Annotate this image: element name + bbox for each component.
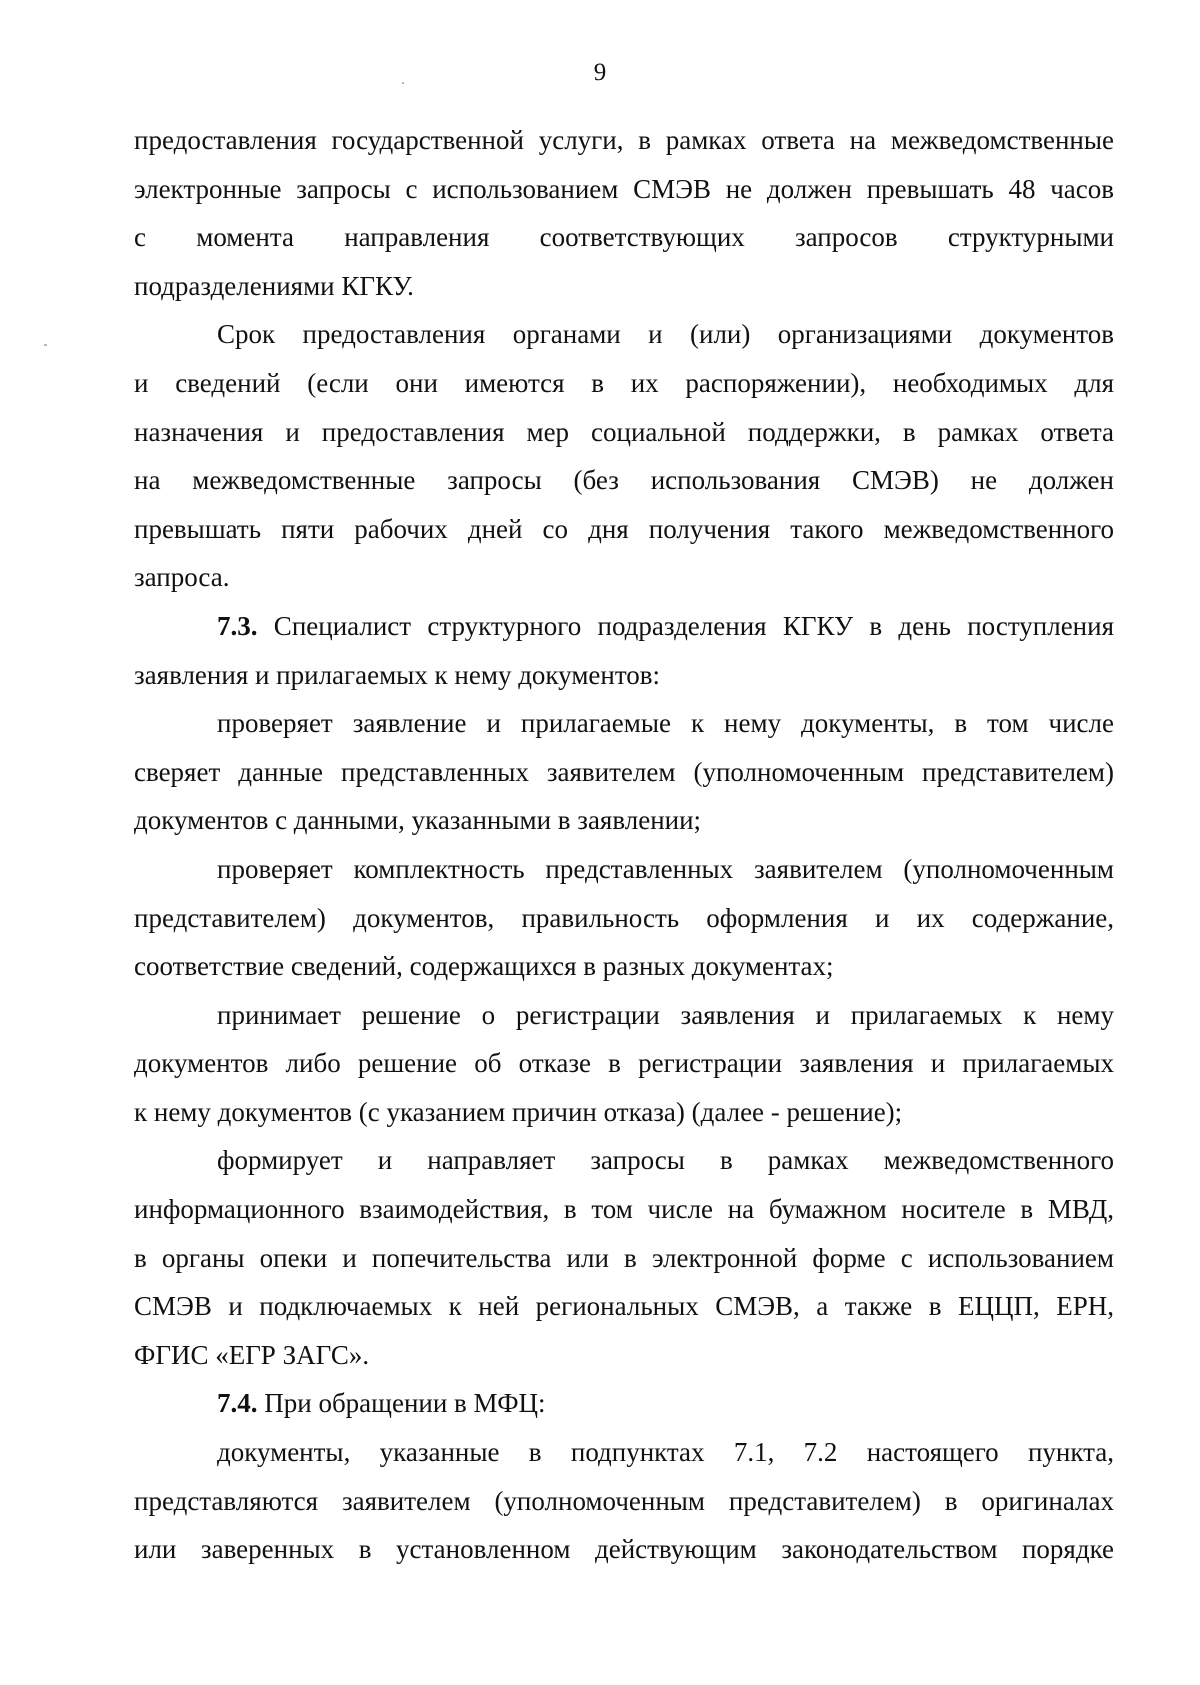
text-span: При обращении в МФЦ:: [257, 1388, 546, 1419]
text-line: представителем) документов, правильность оформления и их содержание,: [134, 902, 1114, 933]
text-line: электронные запросы с использованием СМЭВ не должен превышать 48 часов: [134, 173, 1114, 204]
text-line: проверяет комплектность представленных заявителем (уполномоченным: [217, 853, 1114, 884]
clause-number: 7.4.: [217, 1388, 258, 1419]
text-line: запроса.: [134, 562, 230, 593]
text-line: превышать пяти рабочих дней со дня получения такого межведомственного: [134, 513, 1114, 544]
text-line: в органы опеки и попечительства или в электронной форме с использованием: [134, 1242, 1114, 1273]
text-line: сверяет данные представленных заявителем (уполномоченным представителем): [134, 756, 1114, 787]
text-line: документы, указанные в подпунктах 7.1, 7.2 настоящего пункта,: [217, 1437, 1114, 1468]
page-number: 9: [593, 59, 607, 86]
text-line: проверяет заявление и прилагаемые к нему документы, в том числе: [217, 708, 1114, 739]
text-line: принимает решение о регистрации заявления и прилагаемых к нему: [217, 999, 1114, 1030]
text-line: соответствие сведений, содержащихся в разных документах;: [134, 951, 834, 982]
text-line: с момента направления соответствующих запросов структурными: [134, 222, 1114, 253]
text-line: информационного взаимодействия, в том числе на бумажном носителе в МВД,: [134, 1194, 1114, 1225]
clause-number: 7.3.: [217, 610, 258, 641]
text-line: представляются заявителем (уполномоченным представителем) в оригиналах: [134, 1485, 1114, 1516]
text-line: формирует и направляет запросы в рамках межведомственного: [217, 1145, 1114, 1176]
text-line: документов либо решение об отказе в регистрации заявления и прилагаемых: [134, 1048, 1114, 1079]
scan-artifact-dot: [44, 344, 47, 346]
text-line: на межведомственные запросы (без использования СМЭВ) не должен: [134, 465, 1114, 496]
clause-7-4-heading-line: [134, 1379, 1114, 1428]
text-line: и сведений (если они имеются в их распоряжении), необходимых для: [134, 367, 1114, 398]
text-line: назначения и предоставления мер социальной поддержки, в рамках ответа: [134, 416, 1114, 447]
document-body: [134, 116, 1114, 1574]
text-line: заявления и прилагаемых к нему документов:: [134, 659, 661, 690]
text-line: или заверенных в установленном действующим законодательством порядке: [134, 1534, 1114, 1565]
text-line: к нему документов (с указанием причин отказа) (далее - решение);: [134, 1096, 903, 1127]
text-line: Срок предоставления органами и (или) организациями документов: [217, 319, 1114, 350]
text-line: документов с данными, указанными в заявлении;: [134, 805, 702, 836]
text-line: СМЭВ и подключаемых к ней региональных СМЭВ, а также в ЕЦЦП, ЕРН,: [134, 1291, 1114, 1322]
clause-7-3-heading-line: [134, 602, 1114, 651]
text-line: подразделениями КГКУ.: [134, 270, 414, 301]
text-line: предоставления государственной услуги, в рамках ответа на межведомственные: [134, 125, 1114, 155]
text-line: ФГИС «ЕГР ЗАГС».: [134, 1339, 370, 1370]
text-span: Специалист структурного подразделения КГКУ в день поступления: [257, 610, 1114, 641]
